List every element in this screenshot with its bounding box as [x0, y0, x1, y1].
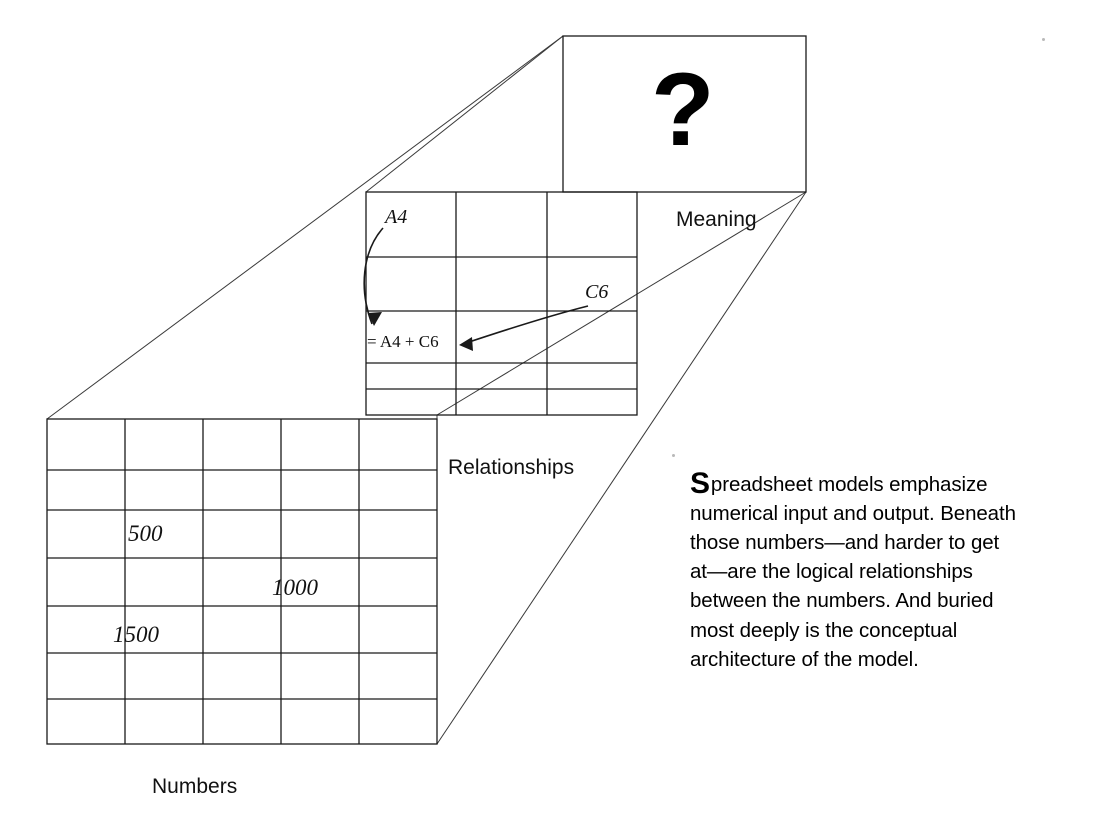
paper-speck — [672, 454, 675, 457]
numbers-cell-value: 1500 — [113, 622, 159, 647]
caption-body: preadsheet models emphasize numerical input and output. Beneath those numbers—and harder to get at—are the logical relationships between the numbers. And buried most deeply is the conceptual architecture of the model. — [690, 473, 1016, 671]
layer-label-numbers: Numbers — [152, 775, 238, 798]
numbers-cell-value: 500 — [128, 521, 163, 546]
caption-text — [690, 467, 1020, 674]
numbers-grid-outline — [47, 419, 437, 744]
numbers-cell-value: 1000 — [272, 575, 318, 600]
layer-label-meaning: Meaning — [676, 208, 757, 231]
layer-label-relationships: Relationships — [448, 456, 575, 479]
question-mark-glyph: ? — [651, 52, 715, 168]
paper-speck — [1042, 38, 1045, 41]
cell-reference-a4: A4 — [385, 206, 408, 228]
caption-dropcap: S — [690, 467, 710, 500]
cell-reference-c6: C6 — [585, 281, 609, 303]
formula-expression: = A4 + C6 — [367, 332, 439, 351]
